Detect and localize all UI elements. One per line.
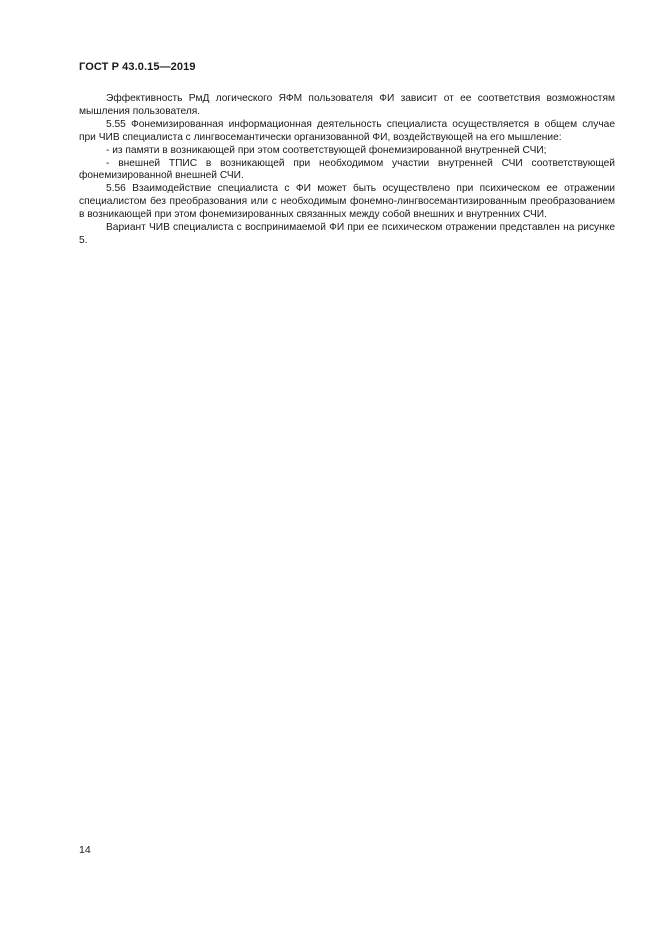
list-item-external-tpis: - внешней ТПИС в возникающей при необходимом участии внутренней СЧИ соответствующей фонемизированной внешней СЧИ. [79,157,615,182]
paragraph-figure-reference: Вариант ЧИВ специалиста с воспринимаемой ФИ при ее психическом отражении представлен на рисунке 5. [79,222,615,246]
paragraph-effectiveness: Эффективность РмД логического ЯФМ пользователя ФИ зависит от ее соответствия возможностям мышления пользователя. [79,93,615,117]
page-number: 14 [79,844,91,856]
paragraph-5-55: 5.55 Фонемизированная информационная деятельность специалиста осуществляется в общем случае при ЧИВ специалиста с лингвосемантически организованной ФИ, воздействующей на его мышление: [79,118,615,143]
paragraph-5-56: 5.56 Взаимодействие специалиста с ФИ может быть осуществлено при психическом ее отражении специалистом без преобразования или с необходимым фонемно-лингвосемантизированным преобразованием в возникающей при этом фонемизированных связанных между собой внешних и внутренних СЧИ. [79,183,615,221]
body-text [79,93,615,248]
document-code-header: ГОСТ Р 43.0.15—2019 [79,61,196,73]
list-item-memory: - из памяти в возникающей при этом соответствующей фонемизированной внутренней СЧИ; [106,144,547,156]
